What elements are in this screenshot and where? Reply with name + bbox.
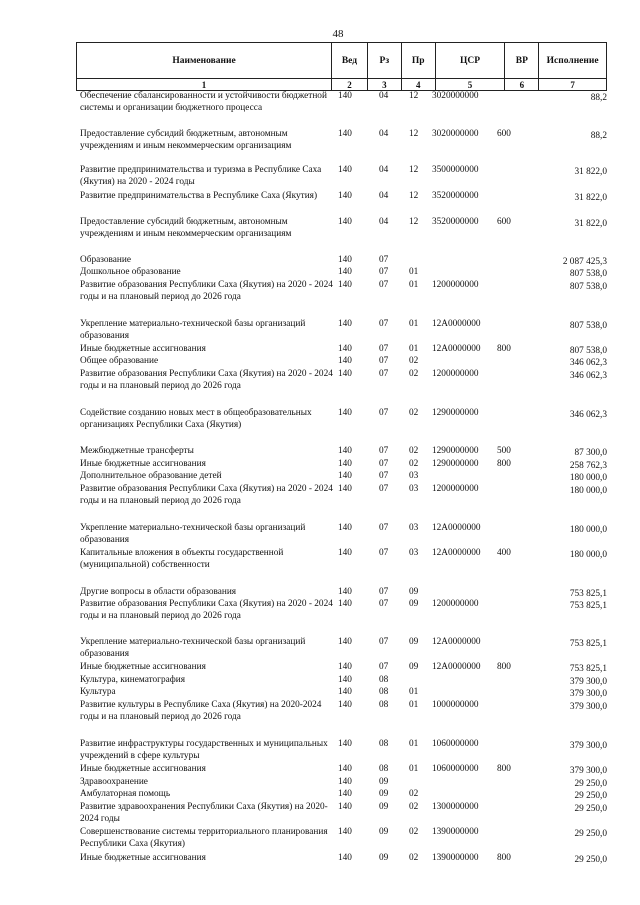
column-number: 4 bbox=[401, 79, 435, 90]
row-csr: 1290000000 bbox=[432, 408, 479, 418]
row-ved: 140 bbox=[338, 802, 352, 812]
row-rz: 09 bbox=[379, 802, 389, 812]
row-pr: 01 bbox=[409, 267, 419, 277]
row-name: Культура, кинематография bbox=[80, 675, 186, 685]
row-vr: 800 bbox=[497, 764, 511, 774]
row-rz: 04 bbox=[379, 165, 389, 175]
row-rz: 04 bbox=[379, 217, 389, 227]
row-rz: 09 bbox=[379, 853, 389, 863]
row-ved: 140 bbox=[338, 484, 352, 494]
row-name: Иные бюджетные ассигнования bbox=[80, 662, 206, 672]
header-exec: Исполнение bbox=[538, 43, 606, 78]
row-name: Развитие культуры в Республике Саха (Якутия) на 2020-2024 годы и на плановый период до 2026 года bbox=[80, 700, 322, 722]
row-ved: 140 bbox=[338, 777, 352, 787]
row-rz: 07 bbox=[379, 637, 389, 647]
column-number: 5 bbox=[435, 79, 505, 90]
row-rz: 04 bbox=[379, 91, 389, 101]
row-ved: 140 bbox=[338, 523, 352, 533]
row-name: Предоставление субсидий бюджетным, автономным учреждениям и иным некоммерческим организациям bbox=[80, 129, 292, 151]
row-rz: 07 bbox=[379, 471, 389, 481]
row-pr: 01 bbox=[409, 280, 419, 290]
row-exec: 379 300,0 bbox=[569, 689, 607, 699]
row-rz: 08 bbox=[379, 700, 389, 710]
row-name: Развитие образования Республики Саха (Якутия) на 2020 - 2024 годы и на плановый период до 2026 года bbox=[80, 369, 333, 391]
row-ved: 140 bbox=[338, 827, 352, 837]
row-name: Иные бюджетные ассигнования bbox=[80, 853, 206, 863]
row-pr: 02 bbox=[409, 853, 419, 863]
row-pr: 02 bbox=[409, 827, 419, 837]
row-exec: 379 300,0 bbox=[569, 766, 607, 776]
row-exec: 29 250,0 bbox=[574, 779, 607, 789]
row-exec: 87 300,0 bbox=[574, 448, 607, 458]
column-number: 7 bbox=[538, 79, 606, 90]
row-pr: 09 bbox=[409, 587, 419, 597]
table-header bbox=[76, 42, 607, 78]
row-ved: 140 bbox=[338, 675, 352, 685]
row-name: Обеспечение сбалансированности и устойчивости бюджетной системы и организации бюджетного процесса bbox=[80, 91, 327, 113]
row-ved: 140 bbox=[338, 280, 352, 290]
row-rz: 07 bbox=[379, 356, 389, 366]
row-name: Межбюджетные трансферты bbox=[80, 446, 194, 456]
row-ved: 140 bbox=[338, 764, 352, 774]
row-csr: 1200000000 bbox=[432, 599, 479, 609]
row-pr: 02 bbox=[409, 408, 419, 418]
row-rz: 07 bbox=[379, 548, 389, 558]
row-name: Развитие образования Республики Саха (Якутия) на 2020 - 2024 годы и на плановый период до 2026 года bbox=[80, 484, 333, 506]
row-name: Развитие предпринимательства в Республике Саха (Якутия) bbox=[80, 191, 318, 201]
row-ved: 140 bbox=[338, 700, 352, 710]
row-vr: 800 bbox=[497, 662, 511, 672]
row-ved: 140 bbox=[338, 548, 352, 558]
row-pr: 03 bbox=[409, 523, 419, 533]
row-rz: 07 bbox=[379, 267, 389, 277]
row-exec: 29 250,0 bbox=[574, 829, 607, 839]
row-exec: 346 062,3 bbox=[569, 410, 607, 420]
row-rz: 04 bbox=[379, 191, 389, 201]
row-exec: 807 538,0 bbox=[569, 269, 607, 279]
row-csr: 1290000000 bbox=[432, 446, 479, 456]
row-csr: 3520000000 bbox=[432, 217, 479, 227]
row-pr: 02 bbox=[409, 446, 419, 456]
row-rz: 07 bbox=[379, 344, 389, 354]
row-pr: 01 bbox=[409, 687, 419, 697]
row-csr: 12А0000000 bbox=[432, 637, 481, 647]
row-name: Развитие инфраструктуры государственных и муниципальных учреждений в сфере культуры bbox=[80, 739, 328, 761]
row-exec: 807 538,0 bbox=[569, 321, 607, 331]
row-name: Развитие образования Республики Саха (Якутия) на 2020 - 2024 годы и на плановый период до 2026 года bbox=[80, 280, 333, 302]
row-exec: 180 000,0 bbox=[569, 486, 607, 496]
row-name: Иные бюджетные ассигнования bbox=[80, 459, 206, 469]
row-exec: 29 250,0 bbox=[574, 855, 607, 865]
page-number: 48 bbox=[332, 28, 344, 40]
row-csr: 1000000000 bbox=[432, 700, 479, 710]
row-rz: 07 bbox=[379, 587, 389, 597]
row-ved: 140 bbox=[338, 356, 352, 366]
header-name: Наименование bbox=[172, 55, 236, 66]
row-exec: 258 762,3 bbox=[569, 461, 607, 471]
row-ved: 140 bbox=[338, 129, 352, 139]
row-ved: 140 bbox=[338, 637, 352, 647]
row-csr: 3020000000 bbox=[432, 129, 479, 139]
row-name: Развитие образования Республики Саха (Якутия) на 2020 - 2024 годы и на плановый период до 2026 года bbox=[80, 599, 333, 621]
row-rz: 08 bbox=[379, 675, 389, 685]
row-csr: 3020000000 bbox=[432, 91, 479, 101]
row-rz: 08 bbox=[379, 687, 389, 697]
row-name: Другие вопросы в области образования bbox=[80, 587, 237, 597]
row-pr: 01 bbox=[409, 344, 419, 354]
row-name: Содействие созданию новых мест в общеобразовательных организациях Республики Саха (Якутия) bbox=[80, 408, 312, 430]
row-vr: 800 bbox=[497, 459, 511, 469]
row-name: Образование bbox=[80, 255, 131, 265]
row-ved: 140 bbox=[338, 599, 352, 609]
row-rz: 07 bbox=[379, 599, 389, 609]
row-exec: 31 822,0 bbox=[574, 219, 607, 229]
row-name: Развитие предпринимательства и туризма в Республике Саха (Якутия) на 2020 - 2024 годы bbox=[80, 165, 322, 187]
row-ved: 140 bbox=[338, 739, 352, 749]
row-name: Укрепление материально-технической базы организаций образования bbox=[80, 523, 306, 545]
row-exec: 180 000,0 bbox=[569, 550, 607, 560]
row-rz: 07 bbox=[379, 523, 389, 533]
row-exec: 753 825,1 bbox=[569, 664, 607, 674]
row-name: Укрепление материально-технической базы организаций образования bbox=[80, 319, 306, 341]
row-ved: 140 bbox=[338, 408, 352, 418]
row-rz: 07 bbox=[379, 446, 389, 456]
header-rz: Рз bbox=[367, 43, 401, 78]
row-pr: 02 bbox=[409, 369, 419, 379]
row-ved: 140 bbox=[338, 587, 352, 597]
row-name: Общее образование bbox=[80, 356, 159, 366]
row-name: Предоставление субсидий бюджетным, автономным учреждениям и иным некоммерческим организациям bbox=[80, 217, 292, 239]
row-exec: 29 250,0 bbox=[574, 804, 607, 814]
row-exec: 379 300,0 bbox=[569, 702, 607, 712]
row-exec: 379 300,0 bbox=[569, 741, 607, 751]
row-ved: 140 bbox=[338, 789, 352, 799]
header-ved: Вед bbox=[331, 43, 367, 78]
row-name: Дополнительное образование детей bbox=[80, 471, 222, 481]
row-ved: 140 bbox=[338, 471, 352, 481]
row-pr: 01 bbox=[409, 700, 419, 710]
row-vr: 800 bbox=[497, 853, 511, 863]
row-pr: 12 bbox=[409, 91, 419, 101]
row-csr: 12А0000000 bbox=[432, 319, 481, 329]
row-exec: 753 825,1 bbox=[569, 589, 607, 599]
row-name: Развитие здравоохранения Республики Саха (Якутия) на 2020-2024 годы bbox=[80, 802, 328, 824]
row-rz: 07 bbox=[379, 459, 389, 469]
row-ved: 140 bbox=[338, 344, 352, 354]
row-exec: 31 822,0 bbox=[574, 193, 607, 203]
row-exec: 2 087 425,3 bbox=[562, 257, 607, 267]
column-numbers-row bbox=[76, 78, 607, 91]
row-pr: 09 bbox=[409, 662, 419, 672]
header-pr: Пр bbox=[401, 43, 435, 78]
row-rz: 08 bbox=[379, 739, 389, 749]
row-csr: 1390000000 bbox=[432, 853, 479, 863]
row-csr: 1200000000 bbox=[432, 280, 479, 290]
row-rz: 04 bbox=[379, 129, 389, 139]
row-exec: 31 822,0 bbox=[574, 167, 607, 177]
row-csr: 1200000000 bbox=[432, 369, 479, 379]
row-rz: 09 bbox=[379, 777, 389, 787]
row-exec: 346 062,3 bbox=[569, 358, 607, 368]
row-ved: 140 bbox=[338, 91, 352, 101]
row-vr: 800 bbox=[497, 344, 511, 354]
column-number: 6 bbox=[504, 79, 538, 90]
header-vr: ВР bbox=[504, 43, 538, 78]
row-vr: 600 bbox=[497, 217, 511, 227]
row-vr: 400 bbox=[497, 548, 511, 558]
row-pr: 12 bbox=[409, 217, 419, 227]
column-number: 2 bbox=[331, 79, 367, 90]
row-pr: 12 bbox=[409, 129, 419, 139]
row-pr: 03 bbox=[409, 471, 419, 481]
row-ved: 140 bbox=[338, 267, 352, 277]
row-csr: 1390000000 bbox=[432, 827, 479, 837]
column-number: 3 bbox=[367, 79, 401, 90]
row-rz: 07 bbox=[379, 319, 389, 329]
header-csr: ЦСР bbox=[435, 43, 505, 78]
row-csr: 12А0000000 bbox=[432, 662, 481, 672]
row-exec: 346 062,3 bbox=[569, 371, 607, 381]
row-pr: 03 bbox=[409, 548, 419, 558]
row-ved: 140 bbox=[338, 191, 352, 201]
row-pr: 02 bbox=[409, 789, 419, 799]
row-ved: 140 bbox=[338, 446, 352, 456]
row-ved: 140 bbox=[338, 255, 352, 265]
row-rz: 09 bbox=[379, 789, 389, 799]
row-pr: 02 bbox=[409, 459, 419, 469]
row-exec: 379 300,0 bbox=[569, 677, 607, 687]
row-pr: 12 bbox=[409, 191, 419, 201]
row-ved: 140 bbox=[338, 217, 352, 227]
row-rz: 07 bbox=[379, 255, 389, 265]
row-csr: 12А0000000 bbox=[432, 548, 481, 558]
row-ved: 140 bbox=[338, 165, 352, 175]
row-ved: 140 bbox=[338, 459, 352, 469]
row-name: Совершенствование системы территориального планирования Республики Саха (Якутия) bbox=[80, 827, 328, 849]
row-exec: 29 250,0 bbox=[574, 791, 607, 801]
row-name: Здравоохранение bbox=[80, 777, 148, 787]
row-pr: 01 bbox=[409, 739, 419, 749]
row-rz: 07 bbox=[379, 408, 389, 418]
row-csr: 3500000000 bbox=[432, 165, 479, 175]
row-pr: 01 bbox=[409, 319, 419, 329]
row-rz: 07 bbox=[379, 280, 389, 290]
row-pr: 02 bbox=[409, 802, 419, 812]
row-exec: 807 538,0 bbox=[569, 346, 607, 356]
row-name: Амбулаторная помощь bbox=[80, 789, 171, 799]
row-csr: 12А0000000 bbox=[432, 344, 481, 354]
row-name: Укрепление материально-технической базы организаций образования bbox=[80, 637, 306, 659]
row-csr: 1200000000 bbox=[432, 484, 479, 494]
row-name: Иные бюджетные ассигнования bbox=[80, 344, 206, 354]
budget-table bbox=[76, 42, 607, 865]
row-csr: 1300000000 bbox=[432, 802, 479, 812]
row-ved: 140 bbox=[338, 319, 352, 329]
row-exec: 807 538,0 bbox=[569, 282, 607, 292]
row-csr: 1060000000 bbox=[432, 764, 479, 774]
row-ved: 140 bbox=[338, 687, 352, 697]
row-name: Иные бюджетные ассигнования bbox=[80, 764, 206, 774]
row-rz: 07 bbox=[379, 484, 389, 494]
row-pr: 03 bbox=[409, 484, 419, 494]
row-csr: 3520000000 bbox=[432, 191, 479, 201]
row-exec: 180 000,0 bbox=[569, 525, 607, 535]
row-pr: 01 bbox=[409, 764, 419, 774]
row-exec: 88,2 bbox=[590, 131, 607, 141]
row-ved: 140 bbox=[338, 369, 352, 379]
row-ved: 140 bbox=[338, 662, 352, 672]
row-pr: 12 bbox=[409, 165, 419, 175]
row-exec: 180 000,0 bbox=[569, 473, 607, 483]
row-csr: 12А0000000 bbox=[432, 523, 481, 533]
row-rz: 07 bbox=[379, 662, 389, 672]
row-pr: 02 bbox=[409, 356, 419, 366]
row-exec: 753 825,1 bbox=[569, 639, 607, 649]
row-name: Культура bbox=[80, 687, 116, 697]
column-number: 1 bbox=[201, 79, 207, 90]
row-pr: 09 bbox=[409, 599, 419, 609]
row-rz: 09 bbox=[379, 827, 389, 837]
row-vr: 600 bbox=[497, 129, 511, 139]
row-rz: 08 bbox=[379, 764, 389, 774]
row-vr: 500 bbox=[497, 446, 511, 456]
row-name: Капитальные вложения в объекты государственной (муниципальной) собственности bbox=[80, 548, 284, 570]
row-exec: 88,2 bbox=[590, 93, 607, 103]
row-name: Дошкольное образование bbox=[80, 267, 181, 277]
row-csr: 1060000000 bbox=[432, 739, 479, 749]
row-csr: 1290000000 bbox=[432, 459, 479, 469]
row-exec: 753 825,1 bbox=[569, 601, 607, 611]
row-rz: 07 bbox=[379, 369, 389, 379]
row-pr: 09 bbox=[409, 637, 419, 647]
row-ved: 140 bbox=[338, 853, 352, 863]
